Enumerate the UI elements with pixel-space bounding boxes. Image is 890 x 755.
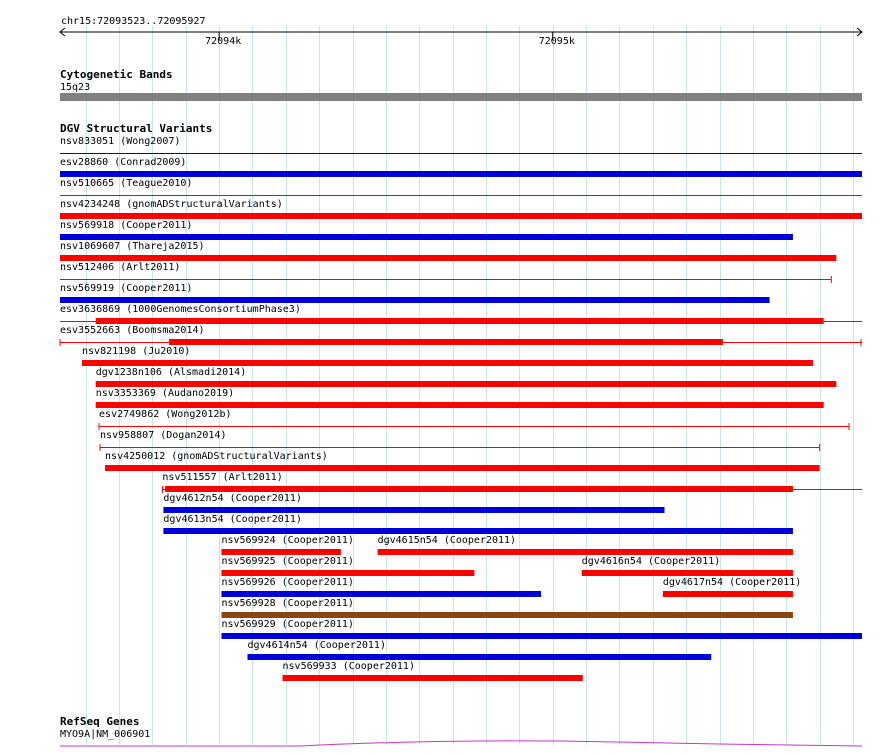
dgv-feature-source: (Ju2010)	[136, 346, 191, 357]
dgv-feature-source: (Wong2007)	[114, 136, 181, 147]
dgv-feature-id: esv2749862	[99, 409, 160, 420]
refseq-genes-track[interactable]	[60, 715, 862, 746]
dgv-feature-label	[582, 556, 721, 567]
dgv-feature-label	[60, 262, 180, 273]
dgv-feature-bar[interactable]	[163, 528, 793, 534]
dgv-feature-bar[interactable]	[96, 381, 837, 387]
dgv-feature-bar[interactable]	[96, 402, 824, 408]
dgv-feature-bar[interactable]	[60, 171, 862, 177]
dgv-feature[interactable]	[96, 367, 837, 387]
dgv-feature-label	[60, 220, 192, 231]
dgv-feature-label	[60, 241, 205, 252]
dgv-feature-source: (1000GenomesConsortiumPhase3)	[120, 304, 301, 315]
dgv-feature-id: nsv821198	[82, 346, 137, 357]
dgv-feature-label	[60, 199, 283, 210]
dgv-feature-bar[interactable]	[663, 591, 793, 597]
dgv-feature[interactable]	[100, 430, 820, 451]
dgv-feature-source: (Cooper2011)	[336, 661, 415, 672]
region-label: chr15:72093523..72095927	[61, 16, 206, 27]
dgv-feature-bar[interactable]	[165, 486, 793, 492]
dgv-feature[interactable]	[663, 577, 802, 597]
dgv-feature-id: dgv4615n54	[377, 535, 438, 546]
dgv-feature[interactable]	[60, 241, 836, 261]
dgv-feature-source: (gnomADStructuralVariants)	[165, 451, 328, 462]
dgv-feature-label	[247, 640, 386, 651]
dgv-feature[interactable]	[82, 346, 813, 366]
dgv-feature-label	[221, 598, 353, 609]
ruler-tick-label: 72094k	[205, 36, 242, 47]
dgv-feature-source: (Teague2010)	[114, 178, 193, 189]
dgv-feature-bar[interactable]	[60, 255, 836, 261]
dgv-feature-bar[interactable]	[169, 339, 723, 345]
dgv-feature[interactable]	[283, 661, 583, 681]
dgv-feature[interactable]	[582, 556, 793, 576]
dgv-feature-id: nsv3353369	[95, 388, 156, 399]
dgv-feature-id: esv28860	[60, 157, 109, 168]
dgv-feature[interactable]	[60, 157, 862, 177]
dgv-feature-source: (Cooper2011)	[275, 556, 354, 567]
dgv-feature[interactable]	[60, 325, 862, 346]
dgv-feature-label	[221, 556, 353, 567]
dgv-feature-bar[interactable]	[60, 297, 770, 303]
dgv-feature-id: nsv4234248	[60, 199, 121, 210]
dgv-feature[interactable]	[96, 388, 824, 408]
dgv-feature-id: nsv833051	[60, 136, 115, 147]
dgv-feature-source: (Cooper2011)	[723, 577, 802, 588]
dgv-feature[interactable]	[221, 535, 353, 555]
gene-feature-line[interactable]	[60, 741, 862, 746]
dgv-feature[interactable]	[99, 409, 849, 430]
dgv-feature-id: dgv4613n54	[163, 514, 224, 525]
dgv-feature-bar[interactable]	[221, 612, 792, 618]
dgv-feature-label	[60, 136, 180, 147]
dgv-feature-bar[interactable]	[378, 549, 793, 555]
dgv-feature-id: nsv569933	[282, 661, 337, 672]
dgv-feature-bar[interactable]	[82, 360, 813, 366]
dgv-feature-id: dgv1238n106	[95, 367, 162, 378]
dgv-feature-label	[60, 325, 205, 336]
dgv-feature[interactable]	[221, 598, 792, 618]
dgv-feature-label	[378, 535, 517, 546]
dgv-feature[interactable]	[60, 220, 793, 240]
dgv-feature-bar[interactable]	[221, 591, 541, 597]
dgv-feature[interactable]	[60, 262, 831, 283]
dgv-feature-id: nsv4250012	[105, 451, 166, 462]
dgv-feature-id: nsv569924	[221, 535, 276, 546]
dgv-feature-source: (Cooper2011)	[437, 535, 517, 546]
dgv-feature-source: (Alsmadi2014)	[161, 367, 247, 378]
dgv-feature-source: (Cooper2011)	[641, 556, 721, 567]
dgv-feature-source: (Audano2019)	[155, 388, 235, 399]
dgv-feature-source: (Arlt2011)	[114, 262, 181, 273]
dgv-feature-label	[105, 451, 328, 462]
dgv-feature-bar[interactable]	[221, 570, 474, 576]
dgv-feature-label	[283, 661, 415, 672]
dgv-feature-source: (Cooper2011)	[275, 598, 354, 609]
dgv-feature-label	[82, 346, 190, 357]
dgv-feature-bar[interactable]	[221, 633, 862, 639]
dgv-feature-label	[221, 535, 353, 546]
dgv-feature-source: (Cooper2011)	[275, 619, 354, 630]
dgv-feature-id: nsv569918	[60, 220, 115, 231]
dgv-feature-source: (Cooper2011)	[275, 535, 354, 546]
dgv-feature-id: esv3636869	[60, 304, 121, 315]
dgv-feature-source: (gnomADStructuralVariants)	[120, 199, 283, 210]
dgv-feature-source: (Cooper2011)	[114, 220, 193, 231]
dgv-feature-source: (Cooper2011)	[307, 640, 386, 651]
gene-label: MYO9A|NM_006901	[60, 729, 151, 740]
dgv-feature-label	[663, 577, 802, 588]
dgv-feature[interactable]	[162, 472, 862, 493]
dgv-feature-id: nsv1069607	[60, 241, 121, 252]
dgv-track-title: DGV Structural Variants	[60, 122, 213, 135]
dgv-feature-bar[interactable]	[163, 507, 664, 513]
dgv-feature-source: (Conrad2009)	[108, 157, 187, 168]
dgv-feature-id: dgv4617n54	[662, 577, 724, 588]
dgv-feature-source: (Cooper2011)	[223, 514, 302, 525]
dgv-feature-source: (Arlt2011)	[216, 472, 283, 483]
dgv-feature-source: (Cooper2011)	[114, 283, 193, 294]
dgv-feature-label	[99, 409, 231, 420]
ruler-tick-label: 72095k	[538, 36, 575, 47]
dgv-feature-bar[interactable]	[60, 234, 793, 240]
dgv-feature-source: (Wong2012b)	[159, 409, 232, 420]
refseq-track-title: RefSeq Genes	[60, 715, 140, 728]
dgv-feature-label	[60, 178, 192, 189]
dgv-feature-source: (Cooper2011)	[223, 493, 302, 504]
dgv-structural-variants-track[interactable]	[60, 122, 862, 681]
dgv-feature[interactable]	[221, 619, 862, 639]
dgv-feature-bar[interactable]	[60, 213, 862, 219]
dgv-feature[interactable]	[221, 556, 474, 576]
dgv-feature-source: (Dogan2014)	[154, 430, 227, 441]
dgv-feature[interactable]	[60, 136, 862, 154]
dgv-feature-id: nsv511557	[162, 472, 217, 483]
dgv-feature-id: nsv569929	[221, 619, 276, 630]
dgv-feature-source: (Cooper2011)	[275, 577, 354, 588]
dgv-feature[interactable]	[60, 304, 862, 324]
dgv-feature-source: (Boomsma2014)	[120, 325, 205, 336]
dgv-feature-bar[interactable]	[247, 654, 711, 660]
dgv-feature[interactable]	[247, 640, 711, 660]
dgv-feature-id: nsv958807	[100, 430, 155, 441]
dgv-feature-label	[60, 157, 186, 168]
dgv-feature-source: (Thareja2015)	[120, 241, 205, 252]
cytoband-label: 15q23	[60, 82, 91, 93]
dgv-feature-label	[96, 388, 235, 399]
dgv-feature[interactable]	[60, 199, 862, 219]
dgv-feature-label	[96, 367, 247, 378]
dgv-feature[interactable]	[221, 577, 541, 597]
dgv-feature-id: dgv4616n54	[581, 556, 642, 567]
dgv-feature[interactable]	[60, 283, 770, 303]
dgv-feature-id: nsv569925	[221, 556, 276, 567]
dgv-feature-bar[interactable]	[283, 675, 583, 681]
dgv-feature-id: nsv569928	[221, 598, 276, 609]
dgv-feature[interactable]	[105, 451, 820, 471]
cytogenetic-bands-track[interactable]	[60, 68, 862, 101]
dgv-feature-label	[221, 577, 353, 588]
dgv-feature[interactable]	[163, 514, 793, 534]
dgv-feature-label	[162, 472, 282, 483]
dgv-feature-label	[221, 619, 353, 630]
dgv-feature-label	[100, 430, 226, 441]
dgv-feature[interactable]	[163, 493, 664, 513]
dgv-feature-label	[60, 304, 301, 315]
dgv-feature-id: nsv512406	[60, 262, 115, 273]
dgv-feature-id: esv3552663	[60, 325, 121, 336]
dgv-feature-label	[163, 514, 302, 525]
dgv-feature-id: dgv4614n54	[247, 640, 308, 651]
dgv-feature-bar[interactable]	[221, 549, 340, 555]
dgv-feature-id: dgv4612n54	[163, 493, 224, 504]
dgv-feature[interactable]	[378, 535, 793, 555]
dgv-feature-bar[interactable]	[105, 465, 820, 471]
cytoband-bar[interactable]	[60, 93, 862, 101]
dgv-feature[interactable]	[60, 178, 862, 196]
position-ruler[interactable]	[60, 16, 862, 47]
dgv-feature-id: nsv569926	[221, 577, 276, 588]
dgv-feature-label	[60, 283, 192, 294]
dgv-feature-bar[interactable]	[96, 318, 824, 324]
cytoband-track-title: Cytogenetic Bands	[60, 68, 173, 81]
dgv-feature-bar[interactable]	[582, 570, 793, 576]
dgv-feature-id: nsv569919	[60, 283, 115, 294]
dgv-feature-id: nsv510665	[60, 178, 115, 189]
dgv-feature-list[interactable]	[60, 136, 862, 681]
dgv-feature-label	[163, 493, 302, 504]
